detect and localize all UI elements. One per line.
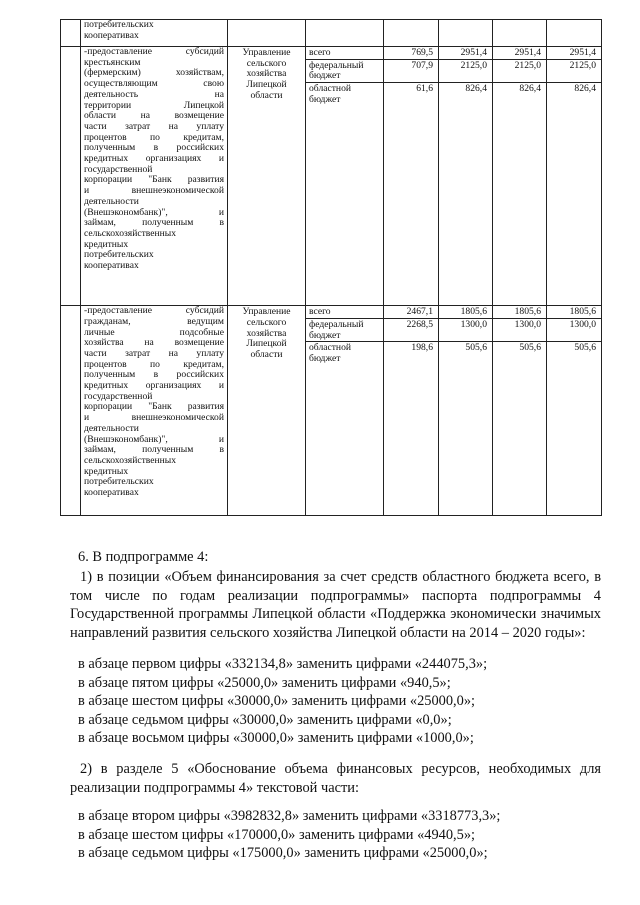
item-2-list bbox=[70, 807, 601, 863]
measure-name-cell: -предоставление субсидий гражданам, ведущим личные подсобные хозяйства на возмещение части затрат на уплату процентов по кредитам, полученным в российских кредитных организациях и государственной корпорации "Банк развития и внешнеэкономической деятельности (Внешэкономбанк)", и займам, полученным в сельскохозяйственных кредитных потребительских кооперативах bbox=[81, 306, 228, 516]
amount-cell: 1300,0 bbox=[439, 318, 493, 341]
list-item: в абзаце пятом цифры «25000,0» заменить цифрами «940,5»; bbox=[78, 674, 451, 691]
list-item: в абзаце шестом цифры «170000,0» заменить цифрами «4940,5»; bbox=[78, 826, 476, 843]
table-row bbox=[61, 306, 602, 319]
amount-cell: 505,6 bbox=[493, 342, 547, 516]
funding-source-cell: федеральный бюджет bbox=[306, 59, 384, 82]
amount-cell: 198,6 bbox=[384, 342, 439, 516]
funding-source-cell: всего bbox=[306, 306, 384, 319]
item-2-intro: 2) в разделе 5 «Обоснование объема финансовых ресурсов, необходимых для реализации подпрограммы 4» текстовой части: bbox=[70, 761, 601, 796]
amount-cell: 826,4 bbox=[547, 83, 602, 306]
amount-cell: 2951,4 bbox=[493, 47, 547, 60]
amount-cell: 505,6 bbox=[439, 342, 493, 516]
amount-cell: 2951,4 bbox=[439, 47, 493, 60]
amount-cell: 2467,1 bbox=[384, 306, 439, 319]
funding-source-cell: всего bbox=[306, 47, 384, 60]
measure-name-cell: -предоставление субсидий крестьянским (фермерским) хозяйствам, осуществляющим свою деятельность на территории Липецкой области на возмещение части затрат на уплату процентов по кредитам, полученным в российских кредитных организациях и государственной корпорации "Банк развития и внешнеэкономической деятельности (Внешэкономбанк)", и займам, полученным в сельскохозяйственных кредитных потребительских кооперативах bbox=[81, 47, 228, 306]
table-row bbox=[61, 47, 602, 60]
amount-cell: 1300,0 bbox=[547, 318, 602, 341]
funding-source-cell: областной бюджет bbox=[306, 342, 384, 516]
amount-cell: 2125,0 bbox=[547, 59, 602, 82]
amount-cell: 1805,6 bbox=[439, 306, 493, 319]
table-row-top bbox=[61, 20, 602, 47]
amount-cell: 2125,0 bbox=[439, 59, 493, 82]
item-1-intro: 1) в позиции «Объем финансирования за счет средств областного бюджета всего, в том числе по годам реализации подпрограммы» паспорта подпрограммы 4 Государственной программы Липецкой области «Поддержка экономически значимых направлений развития сельского хозяйства Липецкой области на 2014 – 2020 годы»: bbox=[70, 569, 601, 641]
executor-cell: Управление сельского хозяйства Липецкой области bbox=[228, 306, 306, 516]
funding-source-cell: областной бюджет bbox=[306, 83, 384, 306]
amount-cell: 2951,4 bbox=[547, 47, 602, 60]
amount-cell: 769,5 bbox=[384, 47, 439, 60]
amount-cell: 2268,5 bbox=[384, 318, 439, 341]
section-heading: 6. В подпрограмме 4: bbox=[78, 549, 209, 565]
amount-cell: 505,6 bbox=[547, 342, 602, 516]
amount-cell: 826,4 bbox=[439, 83, 493, 306]
amount-cell: 61,6 bbox=[384, 83, 439, 306]
amount-cell: 2125,0 bbox=[493, 59, 547, 82]
list-item: в абзаце седьмом цифры «175000,0» заменить цифрами «25000,0»; bbox=[78, 845, 488, 862]
item-1-list bbox=[70, 655, 601, 748]
list-item: в абзаце втором цифры «3982832,8» заменить цифрами «3318773,3»; bbox=[78, 808, 501, 824]
amount-cell: 1300,0 bbox=[493, 318, 547, 341]
list-item: в абзаце первом цифры «332134,8» заменить цифрами «244075,3»; bbox=[78, 656, 488, 672]
table-cell-top-name: потребительских кооперативах bbox=[81, 20, 228, 47]
amount-cell: 1805,6 bbox=[547, 306, 602, 319]
executor-cell: Управление сельского хозяйства Липецкой области bbox=[228, 47, 306, 306]
amount-cell: 1805,6 bbox=[493, 306, 547, 319]
list-item: в абзаце шестом цифры «30000,0» заменить цифрами «25000,0»; bbox=[78, 693, 476, 710]
funding-source-cell: федеральный бюджет bbox=[306, 318, 384, 341]
financing-table bbox=[60, 19, 602, 516]
amount-cell: 826,4 bbox=[493, 83, 547, 306]
list-item: в абзаце седьмом цифры «30000,0» заменить цифрами «0,0»; bbox=[78, 711, 452, 728]
list-item: в абзаце восьмом цифры «30000,0» заменить цифрами «1000,0»; bbox=[78, 730, 474, 747]
amount-cell: 707,9 bbox=[384, 59, 439, 82]
